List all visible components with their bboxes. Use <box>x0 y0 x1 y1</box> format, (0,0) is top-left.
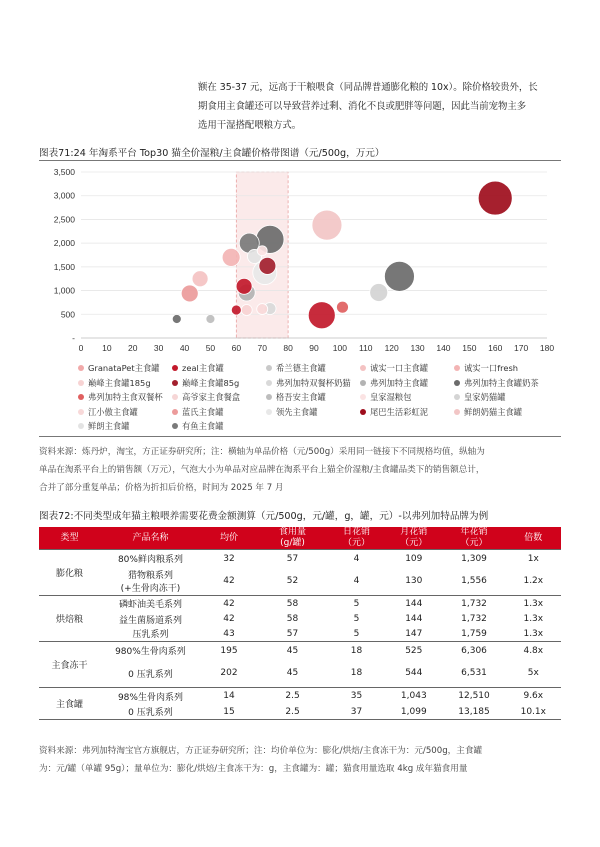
table-row <box>39 660 561 688</box>
legend-label: 领先主食罐 <box>276 406 318 417</box>
bubble-point <box>181 285 198 302</box>
cell-ratio: 5x <box>527 668 539 679</box>
cell-day-cost: 35 <box>328 688 385 705</box>
bubble-point <box>192 271 208 287</box>
legend-marker-icon <box>454 394 460 400</box>
legend-label: 皇家奶猫罐 <box>464 392 506 403</box>
x-tick-label: 130 <box>410 343 425 353</box>
cell-year-cost: 1,556 <box>461 576 487 587</box>
legend-label: 尾巴生活彩虹泥 <box>370 406 429 417</box>
cell-category: 主食罐 <box>39 688 100 720</box>
legend-item <box>172 377 239 389</box>
cell-product-name: 980%生骨肉系列 <box>100 642 201 660</box>
legend-marker-icon <box>78 409 84 415</box>
cell-price: 15 <box>201 705 257 720</box>
cell-product-name: 磷虾油美毛系列 <box>100 596 201 612</box>
legend-item <box>172 391 240 403</box>
col-header-day <box>328 527 385 550</box>
legend-label: 鲜朗奶猫主食罐 <box>464 406 523 417</box>
y-tick-label: 500 <box>60 309 75 320</box>
table-row <box>39 627 561 642</box>
x-tick-label: 150 <box>462 343 477 353</box>
source-line: 为：元/罐（单罐 95g）；量单位为：膨化/烘焙/主食冻干为：g，主食罐为：罐；猫食用量选取 4kg 成年猫食用量 <box>39 764 468 774</box>
legend-marker-icon <box>172 365 178 371</box>
cell-product-name: 80%鲜肉粮系列 <box>100 550 201 568</box>
legend-item <box>360 391 412 403</box>
x-tick-label: 80 <box>283 343 293 353</box>
legend-marker-icon <box>172 394 178 400</box>
cell-price: 202 <box>220 668 238 679</box>
legend-label: 蓝氏主食罐 <box>182 406 224 417</box>
legend-label: 弗列加特主食罐奶茶 <box>464 377 539 388</box>
cell-price: 42 <box>201 596 257 612</box>
bubble-point <box>478 181 512 215</box>
legend-label: 格吾安主食罐 <box>276 392 326 403</box>
cost-table <box>39 527 561 720</box>
cell-year-cost: 13,185 <box>442 705 505 720</box>
col-header-month-text: 月花销 （元） <box>400 527 428 548</box>
cell-day-cost: 4 <box>353 576 360 587</box>
x-tick-label: 30 <box>153 343 164 353</box>
source-line: 资料来源：弗列加特淘宝官方旗舰店，方正证券研究所；注：均价单位为：膨化/烘焙/主食冻干为：元/500g，主食罐 <box>39 746 483 756</box>
y-tick-label: 1,000 <box>53 285 75 296</box>
source-line: 单品在淘系平台上的销售额（万元），气泡大小为单品对应品牌在淘系平台上猫全价湿粮/主食罐品类下的销售额总计， <box>39 465 485 475</box>
legend-item <box>360 406 428 418</box>
cell-ratio: 1.3x <box>523 614 544 624</box>
cell-amount: 45 <box>257 642 328 660</box>
bubble-point <box>257 304 268 315</box>
y-tick-label: 3,000 <box>53 190 75 201</box>
table-row <box>39 550 561 568</box>
legend-marker-icon <box>266 380 272 386</box>
legend-item <box>172 362 224 374</box>
table-row <box>39 596 561 612</box>
figure-72-title: 图表72:不同类型成年猫主粮喂养需要花费金额测算（元/500g，元/罐，g，罐，元）-以弗列加特品牌为例 <box>39 511 489 522</box>
table-body <box>39 550 561 720</box>
bubble-point <box>312 210 342 240</box>
figure-71-bottom-rule <box>39 436 561 437</box>
cell-ratio: 1.3x <box>506 596 561 612</box>
cell-month-cost: 1,043 <box>385 688 442 705</box>
legend-item <box>78 420 130 432</box>
figure-72-source <box>39 742 561 778</box>
cell-month-cost: 109 <box>385 550 442 568</box>
bubble-point <box>241 305 252 316</box>
cell-price: 32 <box>201 550 257 568</box>
figure-71-title: 图表71:24 年淘系平台 Top30 猫全价湿粮/主食罐价格带图谱（元/500g，万元） <box>39 148 385 159</box>
col-header-price: 均价 <box>201 527 257 550</box>
x-tick-label: 0 <box>78 343 84 353</box>
intro-line: 额在 35-37 元，远高于干粮喂食（同品牌普通膨化粮的 10x）。除价格较贵外，长 <box>198 82 538 93</box>
legend-item <box>78 362 160 374</box>
bubble-point <box>236 278 252 294</box>
cell-day-cost: 5 <box>353 614 360 624</box>
legend-item <box>454 391 506 403</box>
cell-amount: 57 <box>286 628 299 639</box>
cell-year-cost: 6,306 <box>442 642 505 660</box>
table-row <box>39 642 561 660</box>
cell-day-cost: 18 <box>328 642 385 660</box>
cell-year-cost: 1,732 <box>442 596 505 612</box>
legend-marker-icon <box>266 409 272 415</box>
legend-label: GranataPet主食罐 <box>88 363 160 373</box>
bubble-point <box>336 301 348 313</box>
legend-item <box>360 377 428 389</box>
legend-item <box>78 406 138 418</box>
table-row <box>39 688 561 705</box>
table-header-row <box>39 527 561 550</box>
cell-month-cost: 525 <box>385 642 442 660</box>
cell-month-cost: 130 <box>405 576 423 587</box>
x-tick-label: 170 <box>514 343 529 353</box>
bubble-point <box>308 302 335 329</box>
cell-category: 主食冻干 <box>39 642 100 688</box>
legend-label: 诚实一口主食罐 <box>370 363 429 373</box>
legend-marker-icon <box>266 365 272 371</box>
legend-item <box>454 406 522 418</box>
bubble-point <box>384 261 414 291</box>
legend-marker-icon <box>454 409 460 415</box>
col-header-day-text: 日花销 （元） <box>342 527 370 548</box>
y-tick-label: 1,500 <box>53 261 75 272</box>
cell-price: 195 <box>201 642 257 660</box>
table-row <box>39 705 561 720</box>
x-tick-label: 70 <box>257 343 267 353</box>
legend-marker-icon <box>172 380 178 386</box>
col-header-year-text: 年花销 （元） <box>460 527 488 548</box>
cell-product-name: 98%生骨肉系列 <box>100 688 201 705</box>
legend-item <box>78 391 163 403</box>
cell-year-cost: 6,531 <box>461 668 487 679</box>
col-header-amount <box>257 527 328 550</box>
legend-marker-icon <box>454 365 460 371</box>
cell-month-cost: 147 <box>405 628 423 639</box>
cell-day-cost: 18 <box>350 668 363 679</box>
cell-category: 烘焙粮 <box>39 596 100 642</box>
legend-marker-icon <box>172 423 178 429</box>
legend-label: 弗列加特主食双餐杯 <box>88 392 163 403</box>
legend-label: 弗列加特主食罐 <box>370 377 429 388</box>
source-line: 合并了部分重复单品；价格为折扣后价格，时间为 2025 年 7 月 <box>39 483 284 493</box>
legend-item <box>266 377 351 389</box>
col-header-ratio: 倍数 <box>506 527 561 550</box>
legend-item <box>454 362 518 374</box>
legend-label: zeal主食罐 <box>182 363 224 373</box>
legend-marker-icon <box>360 365 366 371</box>
legend-marker-icon <box>360 394 366 400</box>
y-tick-label: 2,000 <box>53 238 75 249</box>
legend-label: 有鱼主食罐 <box>182 421 224 432</box>
cell-ratio: 10.1x <box>506 705 561 720</box>
x-tick-label: 180 <box>539 343 555 353</box>
legend-marker-icon <box>78 365 84 371</box>
cell-month-cost: 1,099 <box>385 705 442 720</box>
cell-price: 42 <box>223 576 235 587</box>
legend-item <box>172 420 224 432</box>
legend-marker-icon <box>78 380 84 386</box>
legend-item <box>266 362 326 374</box>
x-tick-label: 100 <box>332 343 347 353</box>
cell-day-cost: 37 <box>328 705 385 720</box>
bubble-point <box>259 257 276 274</box>
cell-price: 14 <box>201 688 257 705</box>
bubble-point <box>206 315 215 324</box>
bubble-point <box>172 315 181 324</box>
legend-label: 鲜朗主食罐 <box>88 421 130 432</box>
legend-marker-icon <box>360 380 366 386</box>
legend-item <box>172 406 224 418</box>
cell-month-cost: 544 <box>405 668 423 679</box>
bubble-chart <box>39 160 561 360</box>
cell-amount: 58 <box>286 614 299 624</box>
col-header-month <box>385 527 442 550</box>
legend-item <box>78 377 151 389</box>
intro-line: 选用干湿搭配喂粮方式。 <box>198 120 302 131</box>
y-tick-label: 3,500 <box>53 167 75 177</box>
intro-line: 期食用主食罐还可以导致营养过剩、消化不良或肥胖等问题，因此当前宠物主多 <box>198 101 527 112</box>
intro-paragraph <box>198 78 570 135</box>
figure-71-source <box>39 443 561 497</box>
x-tick-label: 160 <box>488 343 503 353</box>
cell-year-cost: 1,309 <box>442 550 505 568</box>
legend-label: 巅峰主食罐85g <box>182 377 240 388</box>
bubble-chart-svg <box>39 160 561 360</box>
col-header-type: 类型 <box>39 527 100 550</box>
legend-marker-icon <box>454 380 460 386</box>
cell-amount: 2.5 <box>257 705 328 720</box>
legend-label: 希兰德主食罐 <box>276 363 326 373</box>
cell-product-name: 猎物粮系列 (+生骨肉冻干) <box>120 571 181 595</box>
cell-product-name: 压乳系列 <box>132 630 169 641</box>
legend-item <box>266 391 326 403</box>
x-tick-label: 40 <box>179 343 190 353</box>
x-tick-label: 50 <box>205 343 216 353</box>
cell-product-name: 0 压乳系列 <box>128 669 173 680</box>
legend-label: 江小傲主食罐 <box>88 406 138 417</box>
cell-amount: 52 <box>286 576 299 587</box>
x-tick-label: 90 <box>309 343 319 353</box>
source-line: 资料来源：炼丹炉，淘宝，方正证券研究所；注：横轴为单品价格（元/500g）采用同一链接下不同规格均值，纵轴为 <box>39 447 485 457</box>
legend-marker-icon <box>172 409 178 415</box>
cell-ratio: 1.3x <box>523 628 544 639</box>
legend-marker-icon <box>78 423 84 429</box>
cell-day-cost: 5 <box>353 628 360 639</box>
col-header-amount-text: 食用量 (g/罐) <box>279 527 307 548</box>
bubble-point <box>222 248 240 266</box>
x-tick-label: 60 <box>231 343 242 353</box>
cell-amount: 45 <box>286 668 299 679</box>
x-tick-label: 110 <box>358 343 373 353</box>
cell-year-cost: 1,732 <box>461 614 487 624</box>
col-header-year <box>442 527 505 550</box>
legend-marker-icon <box>360 409 366 415</box>
cell-ratio: 4.8x <box>506 642 561 660</box>
x-tick-label: 20 <box>128 343 138 353</box>
cell-day-cost: 4 <box>328 550 385 568</box>
legend-label: 皇家湿粮包 <box>370 392 412 403</box>
cell-amount: 57 <box>257 550 328 568</box>
cell-amount: 2.5 <box>257 688 328 705</box>
table-row <box>39 612 561 627</box>
cell-day-cost: 5 <box>328 596 385 612</box>
cell-year-cost: 12,510 <box>442 688 505 705</box>
legend-item <box>360 362 428 374</box>
x-tick-label: 10 <box>102 343 112 353</box>
bubble-point <box>370 283 388 301</box>
cell-month-cost: 144 <box>405 614 423 624</box>
cell-ratio: 1x <box>506 550 561 568</box>
legend-item <box>266 406 318 418</box>
x-tick-label: 140 <box>436 343 451 353</box>
legend-label: 巅峰主食罐185g <box>88 377 151 388</box>
cell-month-cost: 144 <box>385 596 442 612</box>
legend-label: 诚实一口fresh <box>464 363 519 373</box>
cell-year-cost: 1,759 <box>461 628 487 639</box>
y-tick-label: 2,500 <box>53 214 75 225</box>
cell-product-name: 0 压乳系列 <box>100 705 201 720</box>
x-tick-label: 120 <box>384 343 399 353</box>
y-tick-label: - <box>72 333 75 343</box>
legend-marker-icon <box>78 394 84 400</box>
cell-product-name: 益生菌肠道系列 <box>118 615 182 626</box>
cell-price: 43 <box>223 628 235 639</box>
cell-amount: 58 <box>257 596 328 612</box>
cell-category: 膨化粮 <box>39 550 100 596</box>
cell-ratio: 1.2x <box>523 576 544 587</box>
legend-item <box>454 377 539 389</box>
col-header-product: 产品名称 <box>100 527 201 550</box>
cell-ratio: 9.6x <box>506 688 561 705</box>
legend-label: 弗列加特双餐杯奶猫 <box>276 377 351 388</box>
table-row <box>39 568 561 596</box>
legend-marker-icon <box>266 394 272 400</box>
bubble-point <box>231 305 241 315</box>
bubble-point <box>257 246 267 256</box>
legend-label: 高爷家主食餐盒 <box>182 392 241 403</box>
cell-price: 42 <box>223 614 235 624</box>
